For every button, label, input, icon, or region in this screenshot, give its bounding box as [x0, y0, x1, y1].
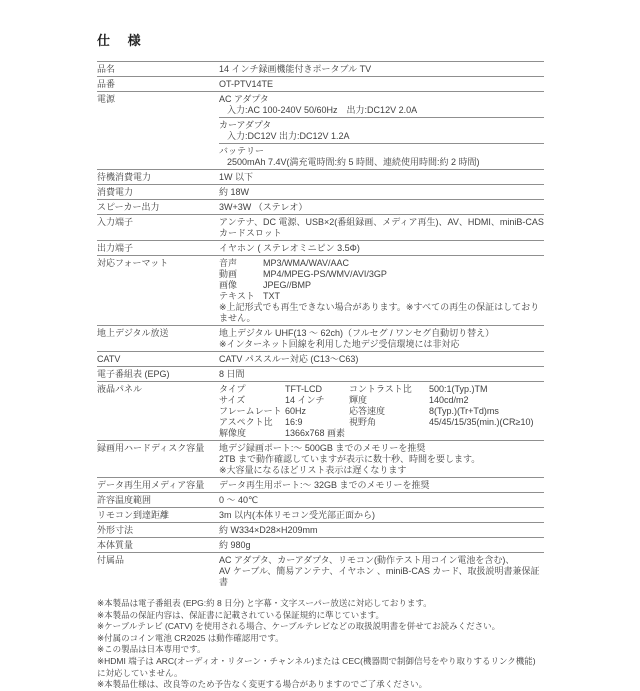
- spec-text: AC アダプタ、カーアダプタ、リモコン(動作テスト用コイン電池を含む)、: [219, 554, 515, 565]
- table-row: [97, 522, 544, 537]
- table-row: [97, 184, 544, 199]
- spec-value-line: [219, 120, 544, 131]
- spec-text: TFT-LCD: [285, 383, 322, 394]
- table-row: [97, 169, 544, 184]
- spec-text: アンテナ、DC 電源、USB×2(番組録画、メディア再生)、AV、HDMI、miniB-CAS カードスロット: [219, 216, 547, 238]
- spec-sheet: [97, 30, 547, 691]
- spec-label: 品名: [97, 63, 116, 74]
- spec-value-line: [219, 280, 544, 291]
- spec-text: ※大容量になるほどリスト表示は遅くなります: [219, 464, 407, 475]
- table-row: [97, 366, 544, 381]
- table-row: [97, 537, 544, 552]
- spec-value-line: [219, 243, 544, 254]
- spec-text: 0 〜 40℃: [219, 494, 259, 505]
- spec-value: [219, 200, 544, 214]
- spec-value-line: [219, 443, 544, 454]
- table-row: [97, 492, 544, 507]
- spec-value-line: [219, 540, 544, 551]
- spec-value: [219, 538, 544, 552]
- spec-text: 8 日間: [219, 368, 245, 379]
- spec-text: MP3/WMA/WAV/AAC: [263, 257, 350, 268]
- spec-value-line: [219, 258, 544, 269]
- footnotes: [97, 598, 544, 691]
- table-row: [97, 440, 544, 477]
- spec-value-line: [219, 384, 544, 395]
- spec-text: 140cd/m2: [429, 394, 469, 405]
- spec-value-line: [219, 495, 544, 506]
- spec-text: 500:1(Typ.)TM: [429, 383, 488, 394]
- table-row: [97, 255, 544, 325]
- spec-text: 視野角: [349, 416, 377, 427]
- spec-text: バッテリー: [219, 145, 265, 156]
- spec-text: フレームレート: [219, 405, 282, 416]
- spec-value-line: [219, 369, 544, 380]
- spec-text: 画像: [219, 279, 238, 290]
- spec-value: [219, 170, 544, 184]
- spec-label: 外形寸法: [97, 524, 134, 535]
- footnote: ※HDMI 端子は ARC(オーディオ・リターン・チャンネル)または CEC(機器間で制御信号をやり取りするリンク機能)に対応していません。: [97, 655, 536, 678]
- value-divider: [219, 117, 544, 118]
- footnote: ※付属のコイン電池 CR2025 は動作確認用です。: [97, 632, 284, 643]
- footnote: ※この製品は日本専用です。: [97, 644, 206, 655]
- spec-value-line: [219, 172, 544, 183]
- spec-value-line: [219, 79, 544, 90]
- spec-value-line: [219, 131, 544, 142]
- spec-value-line: [219, 454, 544, 465]
- spec-text: 45/45/15/35(min.)(CR≥10): [429, 416, 534, 427]
- spec-value-line: [219, 510, 544, 521]
- spec-text: テキスト: [219, 290, 255, 301]
- spec-value: [219, 478, 544, 492]
- spec-text: JPEG//BMP: [263, 279, 312, 290]
- footnote: ※本製品の保証内容は、保証書に記載されている保証規約に準じています。: [97, 609, 384, 620]
- spec-text: 3W+3W （ステレオ）: [219, 201, 308, 212]
- spec-text: 1W 以下: [219, 171, 254, 182]
- spec-text: 動画: [219, 268, 238, 279]
- spec-value: [219, 508, 544, 522]
- spec-value-line: [219, 428, 544, 439]
- spec-text: AC アダプタ: [219, 93, 269, 104]
- spec-value-line: [219, 339, 544, 350]
- spec-text: タイプ: [219, 383, 246, 394]
- spec-text: 解像度: [219, 427, 247, 438]
- spec-text: TXT: [263, 290, 280, 301]
- table-row: [97, 199, 544, 214]
- spec-value-line: [219, 395, 544, 406]
- spec-text: 2TB まで動作確認していますが表示に数十秒、時間を要します。: [219, 453, 481, 464]
- spec-value: [219, 367, 544, 381]
- table-row: [97, 325, 544, 351]
- spec-value-line: [219, 555, 544, 566]
- spec-value: [219, 382, 544, 440]
- footnote: ※ケーブルテレビ (CATV) を使用される場合、ケーブルテレビなどの取扱説明書を併せてお読みください。: [97, 621, 501, 632]
- spec-text: 約 W334×D28×H209mm: [219, 524, 318, 535]
- table-row: [97, 381, 544, 440]
- spec-text: 3m 以内(本体リモコン受光部正面から): [219, 509, 375, 520]
- spec-text: 入力:AC 100-240V 50/60Hz 出力:DC12V 2.0A: [227, 104, 418, 115]
- spec-value-line: [219, 417, 544, 428]
- spec-text: 地上デジタル UHF(13 〜 62ch)（フルセグ / ワンセグ自動切り替え）: [219, 327, 495, 338]
- spec-text: アスペクト比: [219, 416, 273, 427]
- spec-value: [219, 62, 544, 76]
- spec-value: [219, 215, 547, 240]
- table-row: [97, 477, 544, 492]
- spec-text: 14 インチ録画機能付きポータブル TV: [219, 63, 372, 74]
- spec-value: [219, 441, 544, 477]
- spec-label: CATV: [97, 353, 121, 364]
- footnote: ※本製品仕様は、改良等のため予告なく変更する場合がありますのでご了承ください。: [97, 679, 428, 690]
- spec-text: 応答速度: [349, 405, 386, 416]
- spec-label: 出力端子: [97, 242, 134, 253]
- spec-label: 電子番組表 (EPG): [97, 368, 170, 379]
- spec-text: 約 18W: [219, 186, 250, 197]
- spec-label: 消費電力: [97, 186, 134, 197]
- spec-value-line: [219, 291, 544, 302]
- spec-label: 待機消費電力: [97, 171, 152, 182]
- spec-value: [219, 185, 544, 199]
- spec-text: ※インターネット回線を利用した地デジ受信環境には非対応: [219, 338, 460, 349]
- spec-label: 対応フォーマット: [97, 257, 169, 268]
- spec-label: 録画用ハードディスク容量: [97, 442, 205, 453]
- spec-text: 輝度: [349, 394, 368, 405]
- spec-label: 電源: [97, 93, 116, 104]
- spec-value-line: [219, 525, 544, 536]
- spec-text: サイズ: [219, 394, 246, 405]
- spec-text: カーアダプタ: [219, 119, 272, 130]
- spec-value-line: [219, 105, 544, 116]
- spec-text: 1366x768 画素: [285, 427, 346, 438]
- table-row: [97, 214, 547, 240]
- table-row: [97, 240, 544, 255]
- spec-table: [97, 61, 547, 589]
- spec-value-line: [219, 216, 547, 239]
- spec-value-line: [219, 465, 544, 476]
- spec-value: [219, 241, 544, 255]
- spec-value-line: [219, 157, 544, 168]
- spec-label: 許容温度範囲: [97, 494, 152, 505]
- spec-label: 付属品: [97, 554, 125, 565]
- spec-text: 16:9: [285, 416, 303, 427]
- spec-text: AV ケーブル、簡易アンテナ、イヤホン 、miniB-CAS カード、取扱説明書兼保証書: [219, 565, 540, 587]
- spec-value: [219, 553, 544, 589]
- footnote: ※本製品は電子番組表 (EPG:約 8 日分) と字幕・文字スーパー放送に対応しております。: [97, 598, 432, 608]
- table-row: [97, 507, 544, 522]
- spec-label: 本体質量: [97, 539, 134, 550]
- spec-text: コントラスト比: [349, 383, 412, 394]
- spec-label: 品番: [97, 78, 116, 89]
- spec-value: [219, 326, 544, 351]
- spec-value: [219, 352, 544, 366]
- table-row: [97, 552, 544, 589]
- spec-value: [219, 493, 544, 507]
- spec-value-line: [219, 187, 544, 198]
- spec-text: ※上記形式でも再生できない場合があります。※すべての再生の保証はしておりません。: [219, 301, 540, 323]
- spec-label: データ再生用メディア容量: [97, 479, 205, 490]
- spec-label: 液晶パネル: [97, 383, 143, 394]
- spec-value-line: [219, 480, 544, 491]
- spec-value-line: [219, 146, 544, 157]
- spec-value: [219, 523, 544, 537]
- spec-label: 入力端子: [97, 216, 134, 227]
- spec-text: 2500mAh 7.4V(満充電時間:約 5 時間、連続使用時間:約 2 時間): [227, 156, 480, 167]
- spec-value-line: [219, 354, 544, 365]
- spec-text: 14 インチ: [285, 394, 325, 405]
- spec-value-line: [219, 302, 544, 324]
- spec-label: リモコン到達距離: [97, 509, 170, 520]
- spec-value-line: [219, 328, 544, 339]
- spec-value: [219, 92, 544, 169]
- page-title: 仕 様: [97, 33, 148, 48]
- spec-text: 8(Typ.)(Tr+Td)ms: [429, 405, 499, 416]
- spec-text: OT-PTV14TE: [219, 78, 274, 89]
- spec-text: 音声: [219, 257, 238, 268]
- spec-label: スピーカー出力: [97, 201, 160, 212]
- table-row: [97, 351, 544, 366]
- spec-text: 約 980g: [219, 539, 251, 550]
- spec-text: データ再生用ポート:〜 32GB までのメモリーを推奨: [219, 479, 430, 490]
- spec-text: 60Hz: [285, 405, 307, 416]
- spec-text: 地デジ録画ポート:〜 500GB までのメモリーを推奨: [219, 442, 426, 453]
- table-row: [97, 76, 544, 91]
- table-row: [97, 62, 544, 76]
- spec-text: 入力:DC12V 出力:DC12V 1.2A: [227, 130, 350, 141]
- spec-value: [219, 77, 544, 91]
- value-divider: [219, 143, 544, 144]
- spec-value: [219, 256, 544, 325]
- spec-value-line: [219, 64, 544, 75]
- spec-value-line: [219, 269, 544, 280]
- spec-value-line: [219, 566, 544, 588]
- spec-text: CATV パススルー対応 (C13〜C63): [219, 353, 359, 364]
- spec-value-line: [219, 94, 544, 105]
- spec-label: 地上デジタル放送: [97, 327, 169, 338]
- spec-value-line: [219, 406, 544, 417]
- table-row: [97, 91, 544, 169]
- spec-value-line: [219, 202, 544, 213]
- spec-text: MP4/MPEG-PS/WMV/AVI/3GP: [263, 268, 387, 279]
- spec-text: イヤホン ( ステレオミニピン 3.5Φ): [219, 242, 360, 253]
